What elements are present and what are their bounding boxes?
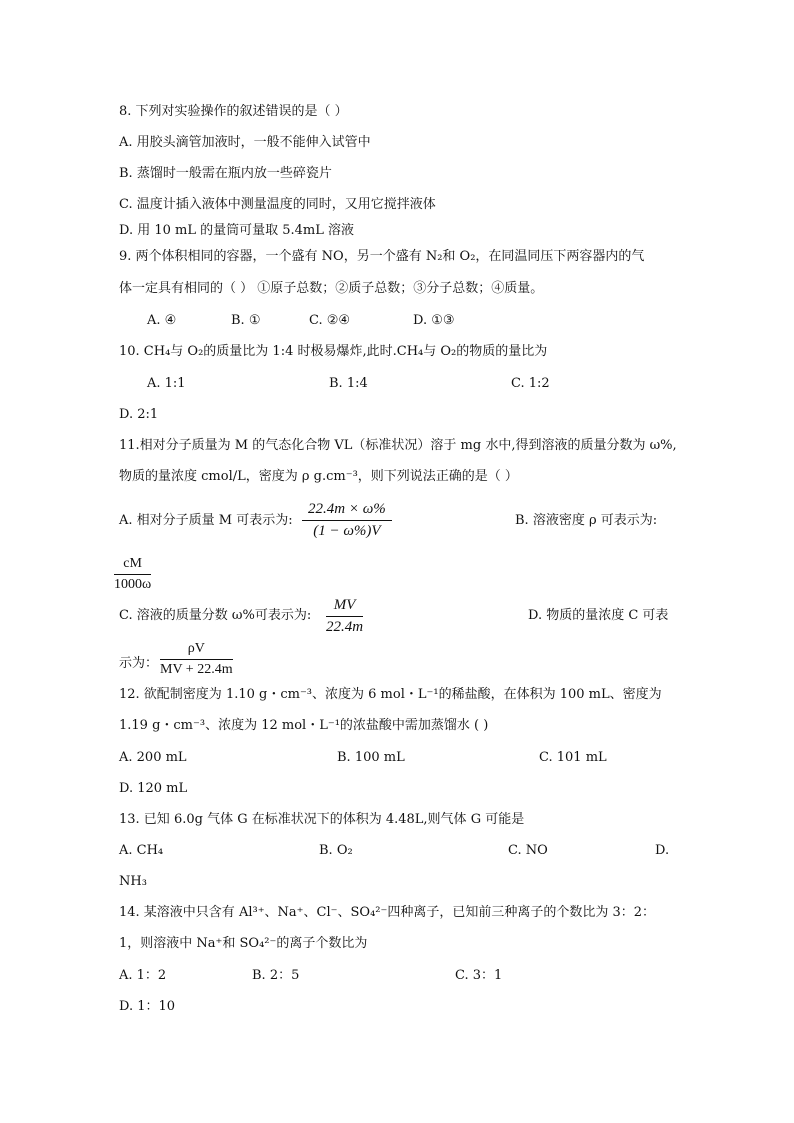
q11-option-d-label: D. 物质的量浓度 C 可表 (528, 608, 669, 623)
q12-line2: 1.19 g・cm⁻³、浓度为 12 mol・L⁻¹的浓盐酸中需加蒸馏水 ( ) (119, 718, 489, 733)
q11-option-b-fraction (114, 556, 151, 593)
q11-b-numerator: cM (114, 556, 151, 575)
q8-option-c: C. 温度计插入液体中测量温度的同时，又用它搅拌液体 (119, 197, 436, 212)
q10-option-a: A. 1:1 (147, 376, 186, 391)
q9-option-d: D. ①③ (413, 313, 455, 328)
q10-option-d: D. 2:1 (119, 407, 159, 422)
q9-option-a: A. ④ (147, 313, 177, 328)
q12-option-d: D. 120 mL (119, 781, 188, 796)
q10-stem: 10. CH₄与 O₂的质量比为 1:4 时极易爆炸,此时.CH₄与 O₂的物质的量比为 (119, 344, 548, 359)
q9-option-b: B. ① (231, 313, 261, 328)
q8-stem: 8. 下列对实验操作的叙述错误的是（ ） (119, 104, 348, 119)
q13-option-b: B. O₂ (319, 843, 353, 858)
q11-d-denominator: MV + 22.4m (160, 662, 233, 677)
q11-option-c-label: C. 溶液的质量分数 ω%可表示为: (119, 608, 312, 623)
q9-option-c: C. ②④ (309, 313, 351, 328)
q13-option-d-label: D. (655, 843, 670, 858)
q14-line1: 14. 某溶液中只含有 Al³⁺、Na⁺、Cl⁻、SO₄²⁻四种离子，已知前三种离子的个数比为 3：2： (119, 905, 656, 920)
q11-option-d-label2: 示为： (119, 656, 159, 671)
q11-option-d-fraction (160, 641, 233, 678)
q13-option-d-value: NH₃ (119, 874, 147, 889)
q11-a-numerator: 22.4m × ω% (302, 501, 392, 521)
q11-option-a-label: A. 相对分子质量 M 可表示为: (119, 513, 293, 528)
q11-option-b-label: B. 溶液密度 ρ 可表示为: (515, 513, 658, 528)
q14-option-a: A. 1：2 (119, 968, 167, 983)
q11-line2: 物质的量浓度 cmol/L，密度为 ρ g.cm⁻³，则下列说法正确的是（ ） (119, 469, 518, 484)
q11-line1: 11.相对分子质量为 M 的气态化合物 VL（标准状况）溶于 mg 水中,得到溶液的质量分数为 ω%, (119, 438, 677, 453)
q12-option-a: A. 200 mL (119, 750, 187, 765)
q8-option-d: D. 用 10 mL 的量筒可量取 5.4mL 溶液 (119, 223, 355, 238)
q14-option-c: C. 3：1 (455, 968, 503, 983)
q10-option-c: C. 1:2 (511, 376, 550, 391)
q11-c-numerator: MV (326, 597, 363, 617)
q13-option-a: A. CH₄ (119, 843, 164, 858)
q10-option-b: B. 1:4 (329, 376, 368, 391)
q9-line1: 9. 两个体积相同的容器，一个盛有 NO，另一个盛有 N₂和 O₂，在同温同压下两容器内的气 (119, 249, 645, 264)
q9-line2: 体一定具有相同的（ ） ①原子总数；②质子总数；③分子总数；④质量。 (119, 281, 544, 296)
q11-b-denominator: 1000ω (114, 577, 152, 592)
q8-option-a: A. 用胶头滴管加液时，一般不能伸入试管中 (119, 135, 371, 150)
q14-option-b: B. 2：5 (252, 968, 300, 983)
q12-line1: 12. 欲配制密度为 1.10 g・cm⁻³、浓度为 6 mol・L⁻¹的稀盐酸，在体积为 100 mL、密度为 (119, 687, 662, 702)
q14-option-d: D. 1：10 (119, 999, 176, 1014)
q12-option-c: C. 101 mL (539, 750, 607, 765)
q13-stem: 13. 已知 6.0g 气体 G 在标准状况下的体积为 4.48L,则气体 G 可能是 (119, 812, 525, 827)
q13-option-c: C. NO (508, 843, 548, 858)
q11-option-c-fraction (326, 597, 363, 636)
q8-option-b: B. 蒸馏时一般需在瓶内放一些碎瓷片 (119, 166, 332, 181)
q14-line2: 1，则溶液中 Na⁺和 SO₄²⁻的离子个数比为 (119, 936, 368, 951)
q12-option-b: B. 100 mL (337, 750, 405, 765)
q11-d-numerator: ρV (160, 641, 233, 660)
q11-a-denominator: (1 − ω%)V (313, 523, 381, 539)
q11-option-a-fraction (302, 501, 392, 540)
q11-c-denominator: 22.4m (326, 619, 364, 635)
